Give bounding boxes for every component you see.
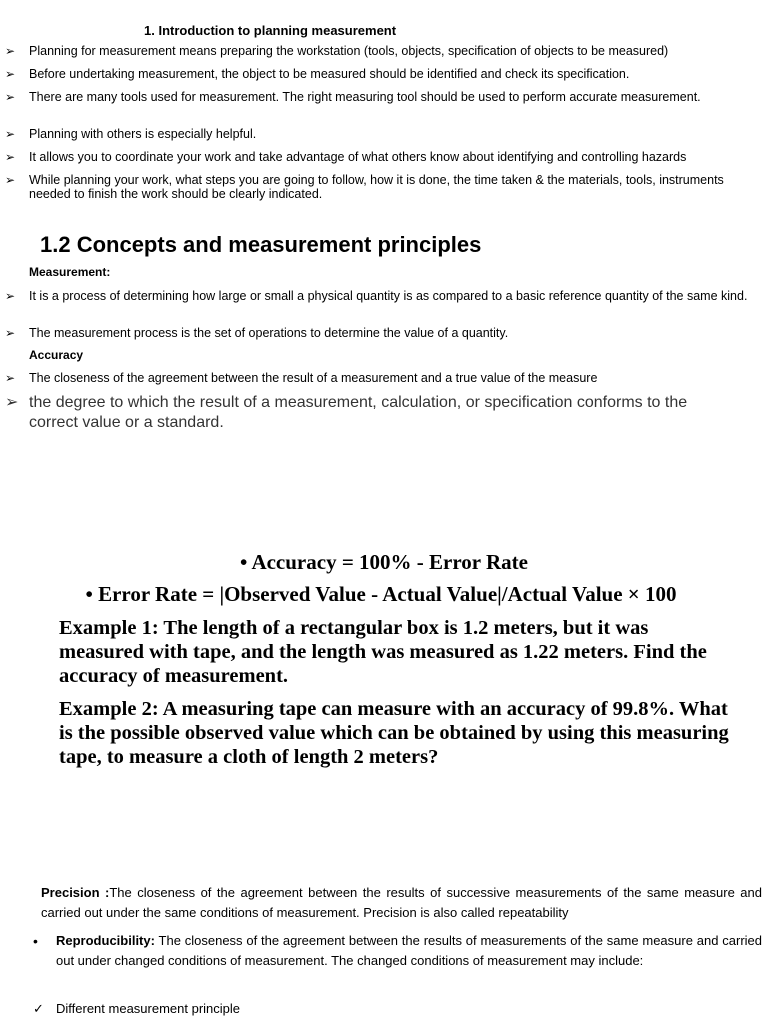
reproducibility-paragraph	[56, 931, 762, 971]
section-heading: 1.2 Concepts and measurement principles	[40, 232, 482, 257]
list-item	[5, 127, 763, 141]
bullet-text: Planning for measurement means preparing the workstation (tools, objects, specification of objects to be measured)	[29, 44, 669, 58]
example-1: Example 1: The length of a rectangular box is 1.2 meters, but it was measured with tape, and the length was measured as 1.22 meters. Find the accuracy of measurement.	[59, 617, 707, 687]
bullet-text: The measurement process is the set of operations to determine the value of a quantity.	[29, 326, 509, 340]
bullet-text: The closeness of the agreement between the result of a measurement and a true value of the measure	[29, 371, 598, 385]
list-item	[5, 289, 763, 317]
checkmark-icon: ✓	[33, 1001, 44, 1016]
dot-bullet-icon: •	[33, 933, 38, 949]
list-item	[33, 999, 733, 1019]
precision-label: Precision :	[41, 885, 110, 900]
bullet-text: Before undertaking measurement, the object to be measured should be identified and check its specification.	[29, 67, 630, 81]
reproducibility-text: The closeness of the agreement between the results of measurements of the same measure and carried out under changed conditions of measurement. The changed conditions of measurement may include:	[56, 933, 762, 968]
arrow-bullet-icon: ➢	[5, 44, 16, 58]
list-item	[5, 393, 725, 433]
arrow-bullet-icon: ➢	[5, 150, 16, 164]
arrow-bullet-icon: ➢	[5, 371, 16, 385]
list-item	[5, 173, 750, 201]
bullet-text: the degree to which the result of a measurement, calculation, or specification conforms to the correct value or a standard.	[29, 394, 688, 431]
bullet-text: It allows you to coordinate your work and take advantage of what others know about identifying and controlling hazards	[29, 150, 687, 164]
list-item	[5, 44, 763, 58]
list-item	[33, 931, 762, 991]
accuracy-formula: • Accuracy = 100% - Error Rate	[240, 550, 528, 574]
list-item	[5, 150, 765, 164]
arrow-bullet-icon: ➢	[5, 173, 16, 187]
arrow-bullet-icon: ➢	[5, 394, 19, 411]
example-2: Example 2: A measuring tape can measure with an accuracy of 99.8%. What is the possible observed value which can be obtained by using this measuring tape, to measure a cloth of length 2 meters?	[59, 698, 729, 768]
subheading-accuracy: Accuracy	[29, 348, 84, 362]
error-rate-formula: • Error Rate = |Observed Value - Actual Value|/Actual Value × 100	[85, 582, 677, 606]
bullet-text: While planning your work, what steps you are going to follow, how it is done, the time taken & the materials, tools, instruments needed to finish the work should be clearly indicated.	[29, 173, 724, 201]
arrow-bullet-icon: ➢	[5, 127, 16, 141]
arrow-bullet-icon: ➢	[5, 67, 16, 81]
precision-paragraph	[41, 883, 762, 923]
bullet-text: It is a process of determining how large or small a physical quantity is as compared to a basic reference quantity of the same kind.	[29, 289, 748, 303]
arrow-bullet-icon: ➢	[5, 90, 16, 104]
subheading-measurement: Measurement:	[29, 265, 111, 279]
reproducibility-label: Reproducibility:	[56, 933, 155, 948]
arrow-bullet-icon: ➢	[5, 289, 16, 303]
bullet-text: Planning with others is especially helpful.	[29, 127, 257, 141]
section-heading: 1. Introduction to planning measurement	[144, 23, 397, 38]
check-item-text: Different measurement principle	[56, 1001, 241, 1016]
bullet-text: There are many tools used for measurement. The right measuring tool should be used to perform accurate measurement.	[29, 90, 701, 104]
list-item	[5, 326, 763, 340]
list-item	[5, 371, 763, 385]
precision-text: The closeness of the agreement between the results of successive measurements of the same measure and carried out under the same conditions of measurement. Precision is also called repeatability	[41, 885, 762, 920]
list-item	[5, 90, 705, 118]
arrow-bullet-icon: ➢	[5, 326, 16, 340]
list-item	[5, 67, 763, 81]
